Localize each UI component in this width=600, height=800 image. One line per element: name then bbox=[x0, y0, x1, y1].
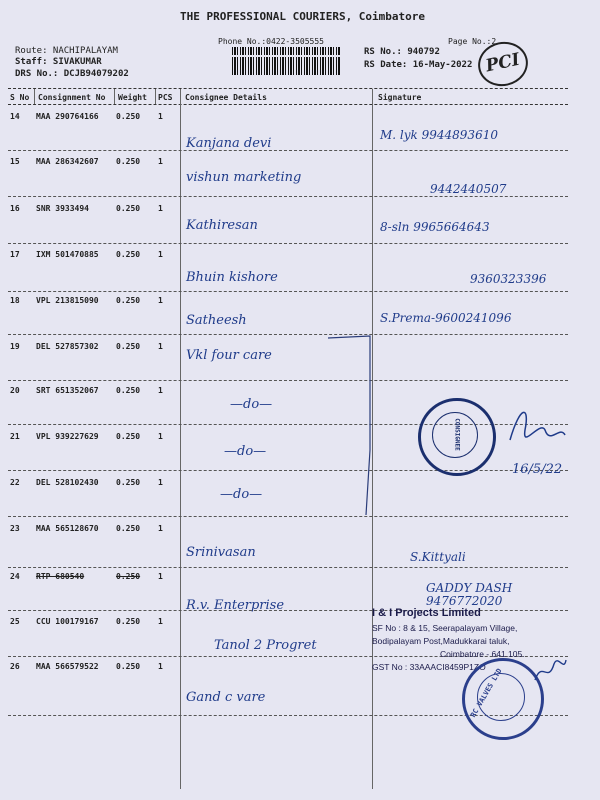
row-weight: 0.250 bbox=[116, 386, 141, 395]
phone-number: Phone No.:0422-3505555 bbox=[218, 37, 324, 46]
rs-number: RS No.: 940792 bbox=[364, 47, 440, 57]
row-weight: 0.250 bbox=[116, 432, 141, 441]
signature-scribble bbox=[500, 400, 570, 460]
row-sno: 16 bbox=[10, 204, 20, 213]
row-weight: 0.250 bbox=[116, 524, 141, 533]
signature-scribble-2 bbox=[530, 650, 570, 690]
row-consignment: MAA 286342607 bbox=[36, 157, 99, 166]
round-stamp2-text: RC VALVES LTD bbox=[469, 667, 504, 719]
company-gst: GST No : 33AAACI8459P1ZO bbox=[372, 662, 486, 672]
row-signature: 8-sln 9965664643 bbox=[380, 220, 490, 234]
row-divider bbox=[8, 567, 568, 568]
col-sep bbox=[114, 89, 115, 104]
row-pcs: 1 bbox=[158, 157, 163, 166]
row-divider bbox=[8, 610, 568, 611]
row-consignment: CCU 100179167 bbox=[36, 617, 99, 626]
row-consignment: MAA 565128670 bbox=[36, 524, 99, 533]
row-signature: GADDY DASH 9476772020 bbox=[426, 581, 513, 608]
row-weight: 0.250 bbox=[116, 157, 141, 166]
row-weight: 0.250 bbox=[116, 662, 141, 671]
row-consignment: MAA 290764166 bbox=[36, 112, 99, 121]
row-consignee: R.v. Enterprise bbox=[186, 598, 285, 613]
row-weight: 0.250 bbox=[116, 250, 141, 259]
bracket-line bbox=[320, 330, 380, 520]
row-pcs: 1 bbox=[158, 617, 163, 626]
row-divider bbox=[8, 291, 568, 292]
col-sno: S No bbox=[10, 93, 30, 102]
barcode-main bbox=[232, 57, 340, 75]
row-sno: 23 bbox=[10, 524, 20, 533]
row-consignee: Kathiresan bbox=[186, 218, 258, 233]
row-sno: 22 bbox=[10, 478, 20, 487]
col-sep bbox=[34, 89, 35, 104]
row-consignment: VPL 213815090 bbox=[36, 296, 99, 305]
drs-number: DRS No.: DCJB94079202 bbox=[15, 69, 129, 79]
round-consignee-stamp bbox=[418, 398, 496, 476]
row-consignment: VPL 939227629 bbox=[36, 432, 99, 441]
row-pcs: 1 bbox=[158, 386, 163, 395]
row-divider bbox=[8, 380, 568, 381]
staff-label: Staff: SIVAKUMAR bbox=[15, 57, 102, 67]
company-address-2: Bodipalayam Post,Madukkarai taluk, bbox=[372, 636, 510, 646]
row-signature: M. lyk 9944893610 bbox=[380, 128, 498, 142]
row-divider bbox=[8, 334, 568, 335]
row-weight: 0.250 bbox=[116, 572, 141, 581]
row-consignee: vishun marketing bbox=[186, 170, 302, 185]
row-weight: 0.250 bbox=[116, 617, 141, 626]
rs-date: RS Date: 16-May-2022 bbox=[364, 60, 473, 70]
company-name: I & I Projects Limited bbox=[372, 607, 481, 619]
row-consignee: Vkl four care bbox=[186, 348, 272, 363]
row-signature: S.Kittyali bbox=[410, 550, 466, 564]
row-sno: 14 bbox=[10, 112, 20, 121]
row-pcs: 1 bbox=[158, 524, 163, 533]
row-consignee: Satheesh bbox=[186, 313, 247, 328]
row-divider bbox=[8, 470, 568, 471]
row-weight: 0.250 bbox=[116, 478, 141, 487]
page-number: Page No.:2 bbox=[448, 37, 497, 46]
row-divider bbox=[8, 243, 568, 244]
header-rule-bottom bbox=[8, 104, 568, 105]
row-consignment: MAA 566579522 bbox=[36, 662, 99, 671]
col-sep bbox=[155, 89, 156, 104]
col-consignment: Consignment No bbox=[38, 93, 106, 102]
row-signature: S.Prema-9600241096 bbox=[380, 311, 512, 325]
row-divider bbox=[8, 150, 568, 151]
row-consignee: —do— bbox=[230, 397, 273, 412]
row-pcs: 1 bbox=[158, 296, 163, 305]
row-pcs: 1 bbox=[158, 572, 163, 581]
document-title: THE PROFESSIONAL COURIERS, Coimbatore bbox=[180, 10, 426, 23]
header-rule-top bbox=[8, 88, 568, 89]
row-pcs: 1 bbox=[158, 250, 163, 259]
row-consignee: Srinivasan bbox=[186, 545, 256, 560]
pci-logo-text: PCI bbox=[483, 49, 522, 77]
row-sno: 21 bbox=[10, 432, 20, 441]
row-weight: 0.250 bbox=[116, 112, 141, 121]
row-sno: 15 bbox=[10, 157, 20, 166]
row-pcs: 1 bbox=[158, 478, 163, 487]
barcode-top bbox=[232, 47, 340, 55]
row-sno: 18 bbox=[10, 296, 20, 305]
row-consignee: Tanol 2 Progret bbox=[214, 638, 317, 653]
row-pcs: 1 bbox=[158, 112, 163, 121]
row-sno: 19 bbox=[10, 342, 20, 351]
row-consignment: IXM 501470885 bbox=[36, 250, 99, 259]
row-pcs: 1 bbox=[158, 342, 163, 351]
col-sep-consignee bbox=[180, 89, 181, 789]
row-sno: 25 bbox=[10, 617, 20, 626]
route-label: Route: NACHIPALAYAM bbox=[15, 46, 118, 56]
row-consignee: Bhuin kishore bbox=[186, 270, 278, 285]
row-weight: 0.250 bbox=[116, 296, 141, 305]
row-pcs: 1 bbox=[158, 204, 163, 213]
row-sno: 26 bbox=[10, 662, 20, 671]
row-signature: 9360323396 bbox=[470, 272, 547, 286]
row-consignment: DEL 528102430 bbox=[36, 478, 99, 487]
row-weight: 0.250 bbox=[116, 342, 141, 351]
row-consignment: SNR 3933494 bbox=[36, 204, 89, 213]
row-signature: 9442440507 bbox=[430, 182, 507, 196]
row-sno: 17 bbox=[10, 250, 20, 259]
row-sno: 24 bbox=[10, 572, 20, 581]
row-consignee: —do— bbox=[220, 487, 263, 502]
row-consignment: RTP 680540 bbox=[36, 572, 85, 581]
row-consignment: DEL 527857302 bbox=[36, 342, 99, 351]
row-sno: 20 bbox=[10, 386, 20, 395]
row-consignee: Kanjana devi bbox=[186, 136, 272, 151]
row-consignee: Gand c vare bbox=[186, 690, 266, 705]
company-address-1: SF No : 8 & 15, Seerapalayam Village, bbox=[372, 623, 518, 633]
row-pcs: 1 bbox=[158, 432, 163, 441]
col-signature: Signature bbox=[378, 93, 422, 102]
row-weight: 0.250 bbox=[116, 204, 141, 213]
row-divider bbox=[8, 516, 568, 517]
row-consignment: SRT 651352067 bbox=[36, 386, 99, 395]
row-pcs: 1 bbox=[158, 662, 163, 671]
row-consignee: —do— bbox=[224, 444, 267, 459]
col-pcs: PCS bbox=[158, 93, 173, 102]
row-divider bbox=[8, 196, 568, 197]
round-stamp-text: CONSIGNEE bbox=[453, 418, 461, 451]
date-scrawl: 16/5/22 bbox=[512, 462, 563, 477]
col-consignee: Consignee Details bbox=[185, 93, 267, 102]
col-weight: Weight bbox=[118, 93, 147, 102]
company-address-3: Coimbatore - 641 105. bbox=[440, 649, 525, 659]
